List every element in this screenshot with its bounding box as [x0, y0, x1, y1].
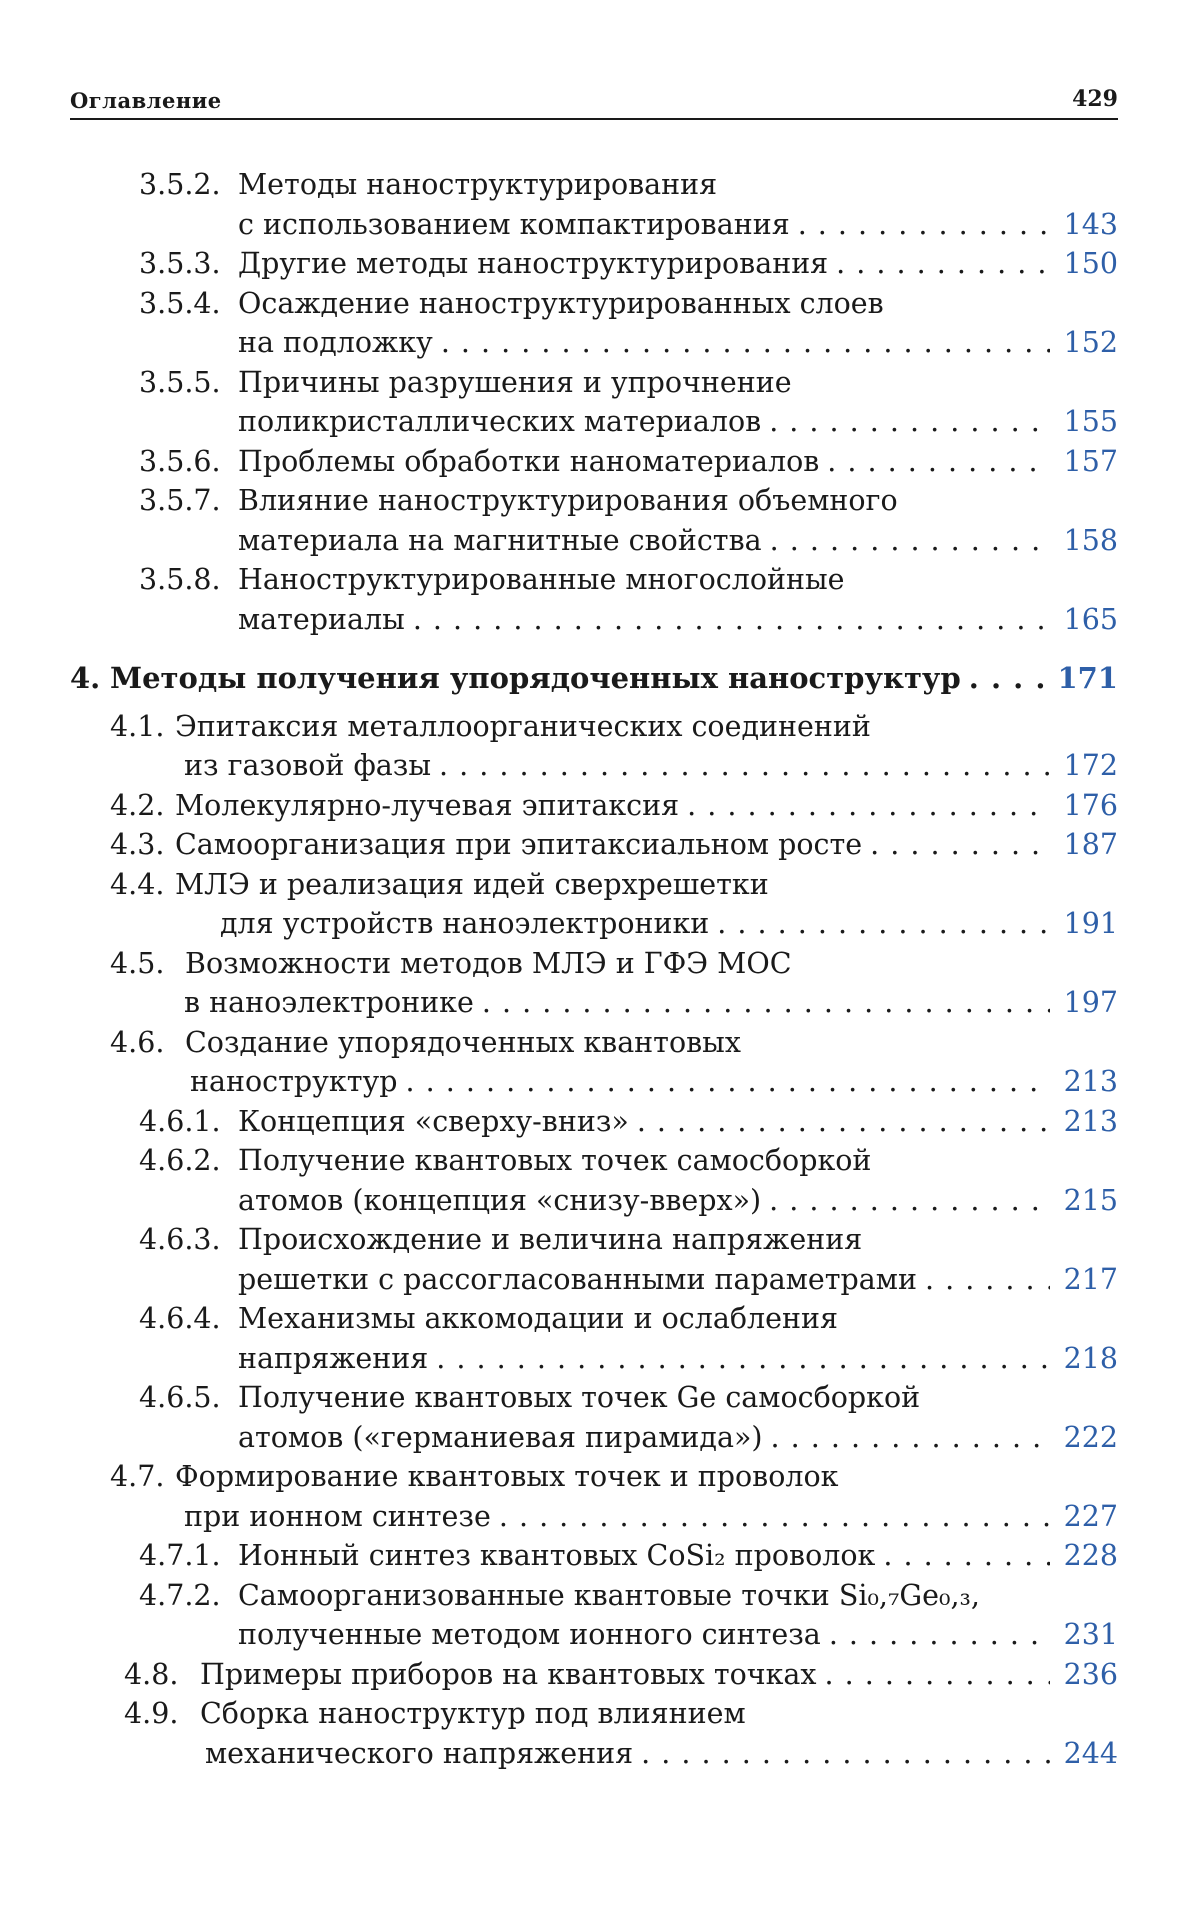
section-title: Примеры приборов на квантовых точках [200, 1657, 817, 1691]
toc-entry[interactable] [0, 1536, 1200, 1576]
section-number: 4.3. [110, 828, 165, 861]
page-link[interactable]: 152 [1063, 326, 1118, 359]
section-title: Возможности методов МЛЭ и ГФЭ МОС [185, 946, 792, 980]
section-title: Причины разрушения и упрочнение [238, 365, 792, 399]
section-title: Влияние наноструктурирования объемного [238, 484, 898, 517]
section-title: с использованием компактирования [238, 207, 790, 241]
dot-leader [769, 402, 1050, 442]
section-number: 3.5.7. [139, 484, 221, 517]
section-number: 4.1. [110, 709, 165, 743]
toc-entry[interactable] [0, 944, 1200, 1023]
dot-leader [883, 1536, 1050, 1576]
section-title: Другие методы наноструктурирования [238, 247, 829, 280]
section-title: напряжения [238, 1341, 429, 1375]
toc-line [0, 1497, 1200, 1537]
toc-line [0, 1260, 1200, 1300]
section-title: решетки с рассогласованными параметрами [238, 1262, 917, 1296]
section-title: на подложку [238, 326, 433, 359]
toc-line [0, 1418, 1200, 1458]
section-title: Методы получения упорядоченных наноструктур [110, 661, 961, 695]
dot-leader [771, 1418, 1050, 1458]
dot-leader [637, 1102, 1050, 1142]
page-link[interactable]: 213 [1063, 1065, 1118, 1098]
section-number: 4.6.4. [139, 1302, 221, 1335]
toc-entry[interactable] [0, 1220, 1200, 1299]
toc-line [0, 402, 1200, 442]
page-link[interactable]: 213 [1063, 1104, 1118, 1138]
page-link[interactable]: 215 [1063, 1183, 1118, 1217]
section-title: Проблемы обработки наноматериалов [238, 444, 820, 478]
section-title: Наноструктурированные многослойные [238, 563, 845, 596]
toc-entry[interactable] [0, 1141, 1200, 1220]
dot-leader [829, 1615, 1050, 1655]
toc-entry[interactable] [0, 1023, 1200, 1102]
section-title: Механизмы аккомодации и ослабления [238, 1302, 838, 1335]
dot-leader [798, 205, 1050, 245]
page-link[interactable]: 236 [1063, 1657, 1118, 1691]
section-title: Формирование квантовых точек и проволок [175, 1460, 839, 1493]
section-title: поликристаллических материалов [238, 405, 762, 438]
section-number: 4.9. [124, 1697, 179, 1730]
toc-entry[interactable] [0, 1457, 1200, 1536]
section-number: 4.6.1. [139, 1104, 221, 1138]
section-number: 3.5.8. [139, 563, 221, 596]
toc-line [0, 983, 1200, 1023]
toc-line [0, 1220, 1200, 1260]
toc-entry[interactable] [0, 1655, 1200, 1695]
toc-line [0, 323, 1200, 363]
toc-line [0, 363, 1200, 403]
toc-line [0, 442, 1200, 482]
section-number: 4.6. [110, 1025, 165, 1059]
toc-line [0, 1299, 1200, 1339]
section-title: Методы наноструктурирования [238, 168, 718, 201]
section-title: Ионный синтез квантовых CoSi₂ проволок [238, 1539, 876, 1572]
toc-entry[interactable] [0, 165, 1200, 244]
toc-line [0, 1378, 1200, 1418]
section-title: Сборка наноструктур под влиянием [200, 1697, 746, 1730]
dot-leader [870, 825, 1050, 865]
section-title: Происхождение и величина напряжения [238, 1223, 863, 1256]
toc-line [0, 944, 1200, 984]
section-title: Концепция «сверху-вниз» [238, 1104, 629, 1138]
section-number: 3.5.2. [139, 168, 221, 201]
section-title: Получение квантовых точек Ge самосборкой [238, 1381, 921, 1414]
page-link[interactable]: 197 [1063, 986, 1118, 1019]
toc-entry[interactable] [0, 442, 1200, 482]
toc-line [0, 865, 1200, 905]
page-link[interactable]: 155 [1063, 405, 1118, 438]
section-title: атомов (концепция «снизу-вверх») [238, 1183, 762, 1217]
dot-leader [717, 904, 1050, 944]
page-link[interactable]: 158 [1063, 523, 1118, 557]
dot-leader [405, 1062, 1050, 1102]
toc-line [0, 1694, 1200, 1734]
toc-line [0, 600, 1200, 640]
section-title: в наноэлектронике [184, 986, 474, 1019]
dot-leader [925, 1260, 1050, 1300]
section-number: 3.5.4. [139, 286, 221, 320]
page-link[interactable]: 228 [1063, 1539, 1118, 1572]
toc-line [0, 560, 1200, 600]
toc-line [0, 1457, 1200, 1497]
page-link[interactable]: 187 [1063, 828, 1118, 861]
table-of-contents [0, 165, 1200, 1773]
dot-leader [825, 1655, 1051, 1695]
toc-entry[interactable] [0, 707, 1200, 786]
section-title: Самоорганизация при эпитаксиальном росте [175, 828, 863, 861]
toc-entry[interactable] [0, 1378, 1200, 1457]
section-title: материала на магнитные свойства [238, 523, 762, 557]
page-link[interactable]: 150 [1063, 247, 1118, 280]
toc-line [0, 1576, 1200, 1616]
dot-leader [836, 244, 1050, 284]
dot-leader [436, 1339, 1050, 1379]
toc-line [0, 1102, 1200, 1142]
section-number: 4. [70, 661, 101, 695]
dot-leader [769, 1181, 1050, 1221]
toc-line [0, 659, 1200, 699]
section-number: 3.5.6. [139, 444, 221, 478]
toc-line [0, 244, 1200, 284]
toc-line [0, 165, 1200, 205]
toc-line [0, 825, 1200, 865]
section-title: из газовой фазы [184, 749, 432, 782]
section-title: для устройств наноэлектроники [220, 907, 710, 940]
section-number: 4.4. [110, 867, 165, 901]
page-link[interactable]: 143 [1063, 207, 1118, 241]
page-link[interactable]: 191 [1063, 907, 1118, 940]
dot-leader [969, 659, 1050, 699]
page-link[interactable]: 171 [1057, 661, 1118, 695]
toc-line [0, 746, 1200, 786]
dot-leader [770, 521, 1050, 561]
toc-line [0, 1181, 1200, 1221]
running-header [70, 86, 1118, 120]
page-link[interactable]: 227 [1063, 1499, 1118, 1533]
dot-leader [413, 600, 1050, 640]
dot-leader [439, 746, 1050, 786]
page-link[interactable]: 172 [1063, 749, 1118, 782]
toc-line [0, 1141, 1200, 1181]
toc-line [0, 1536, 1200, 1576]
section-number: 4.2. [110, 788, 165, 822]
section-title: механического напряжения [205, 1736, 634, 1770]
toc-line [0, 707, 1200, 747]
section-number: 4.7.2. [139, 1578, 221, 1612]
toc-line [0, 1655, 1200, 1695]
toc-line [0, 904, 1200, 944]
section-title: наноструктур [190, 1065, 398, 1098]
toc-entry[interactable] [0, 825, 1200, 865]
toc-entry[interactable] [0, 560, 1200, 639]
toc-entry[interactable] [0, 1694, 1200, 1773]
section-title: Создание упорядоченных квантовых [185, 1025, 741, 1059]
section-number: 4.8. [124, 1657, 179, 1691]
page-link[interactable]: 157 [1063, 444, 1118, 478]
section-title: Самоорганизованные квантовые точки Si₀,₇Ge₀,₃, [238, 1578, 980, 1612]
toc-entry[interactable] [0, 363, 1200, 442]
toc-line [0, 1615, 1200, 1655]
dot-leader [687, 786, 1050, 826]
page-link[interactable]: 165 [1063, 602, 1118, 636]
toc-entry[interactable] [0, 1102, 1200, 1142]
toc-entry[interactable] [0, 1299, 1200, 1378]
page-link[interactable]: 244 [1063, 1736, 1118, 1770]
section-number: 4.6.3. [139, 1223, 221, 1256]
section-title: при ионном синтезе [184, 1499, 491, 1533]
toc-entry[interactable] [0, 865, 1200, 944]
section-number: 4.7.1. [139, 1539, 221, 1572]
toc-line [0, 284, 1200, 324]
dot-leader [482, 983, 1050, 1023]
toc-line [0, 1023, 1200, 1063]
page-link[interactable]: 231 [1063, 1618, 1118, 1651]
section-number: 3.5.3. [139, 247, 221, 280]
toc-line [0, 1062, 1200, 1102]
section-title: Эпитаксия металлоорганических соединений [175, 709, 871, 743]
page-link[interactable]: 176 [1063, 788, 1118, 822]
dot-leader [499, 1497, 1050, 1537]
toc-line [0, 1339, 1200, 1379]
toc-line [0, 786, 1200, 826]
toc-entry[interactable] [0, 481, 1200, 560]
toc-line [0, 481, 1200, 521]
section-title: полученные методом ионного синтеза [238, 1618, 821, 1651]
section-number: 4.6.5. [139, 1381, 221, 1414]
dot-leader [827, 442, 1050, 482]
toc-entry[interactable] [0, 244, 1200, 284]
section-number: 4.7. [110, 1460, 165, 1493]
section-title: Молекулярно-лучевая эпитаксия [175, 788, 680, 822]
section-title: материалы [238, 602, 405, 636]
toc-line [0, 1734, 1200, 1774]
page-link[interactable]: 217 [1063, 1262, 1118, 1296]
section-title: Осаждение наноструктурированных слоев [238, 286, 884, 320]
section-number: 3.5.5. [139, 365, 221, 399]
page-link[interactable]: 222 [1063, 1420, 1118, 1454]
header-page-number: 429 [1072, 86, 1118, 112]
toc-entry[interactable] [0, 659, 1200, 699]
dot-leader [441, 323, 1050, 363]
toc-entry[interactable] [0, 786, 1200, 826]
section-number: 4.6.2. [139, 1144, 221, 1177]
toc-line [0, 205, 1200, 245]
toc-line [0, 521, 1200, 561]
section-title: МЛЭ и реализация идей сверхрешетки [175, 867, 769, 901]
dot-leader [641, 1734, 1050, 1774]
section-number: 4.5. [110, 946, 165, 980]
section-title: атомов («германиевая пирамида») [238, 1420, 763, 1454]
page-link[interactable]: 218 [1063, 1341, 1118, 1375]
toc-entry[interactable] [0, 284, 1200, 363]
header-title: Оглавление [70, 88, 222, 113]
section-title: Получение квантовых точек самосборкой [238, 1144, 872, 1177]
toc-entry[interactable] [0, 1576, 1200, 1655]
